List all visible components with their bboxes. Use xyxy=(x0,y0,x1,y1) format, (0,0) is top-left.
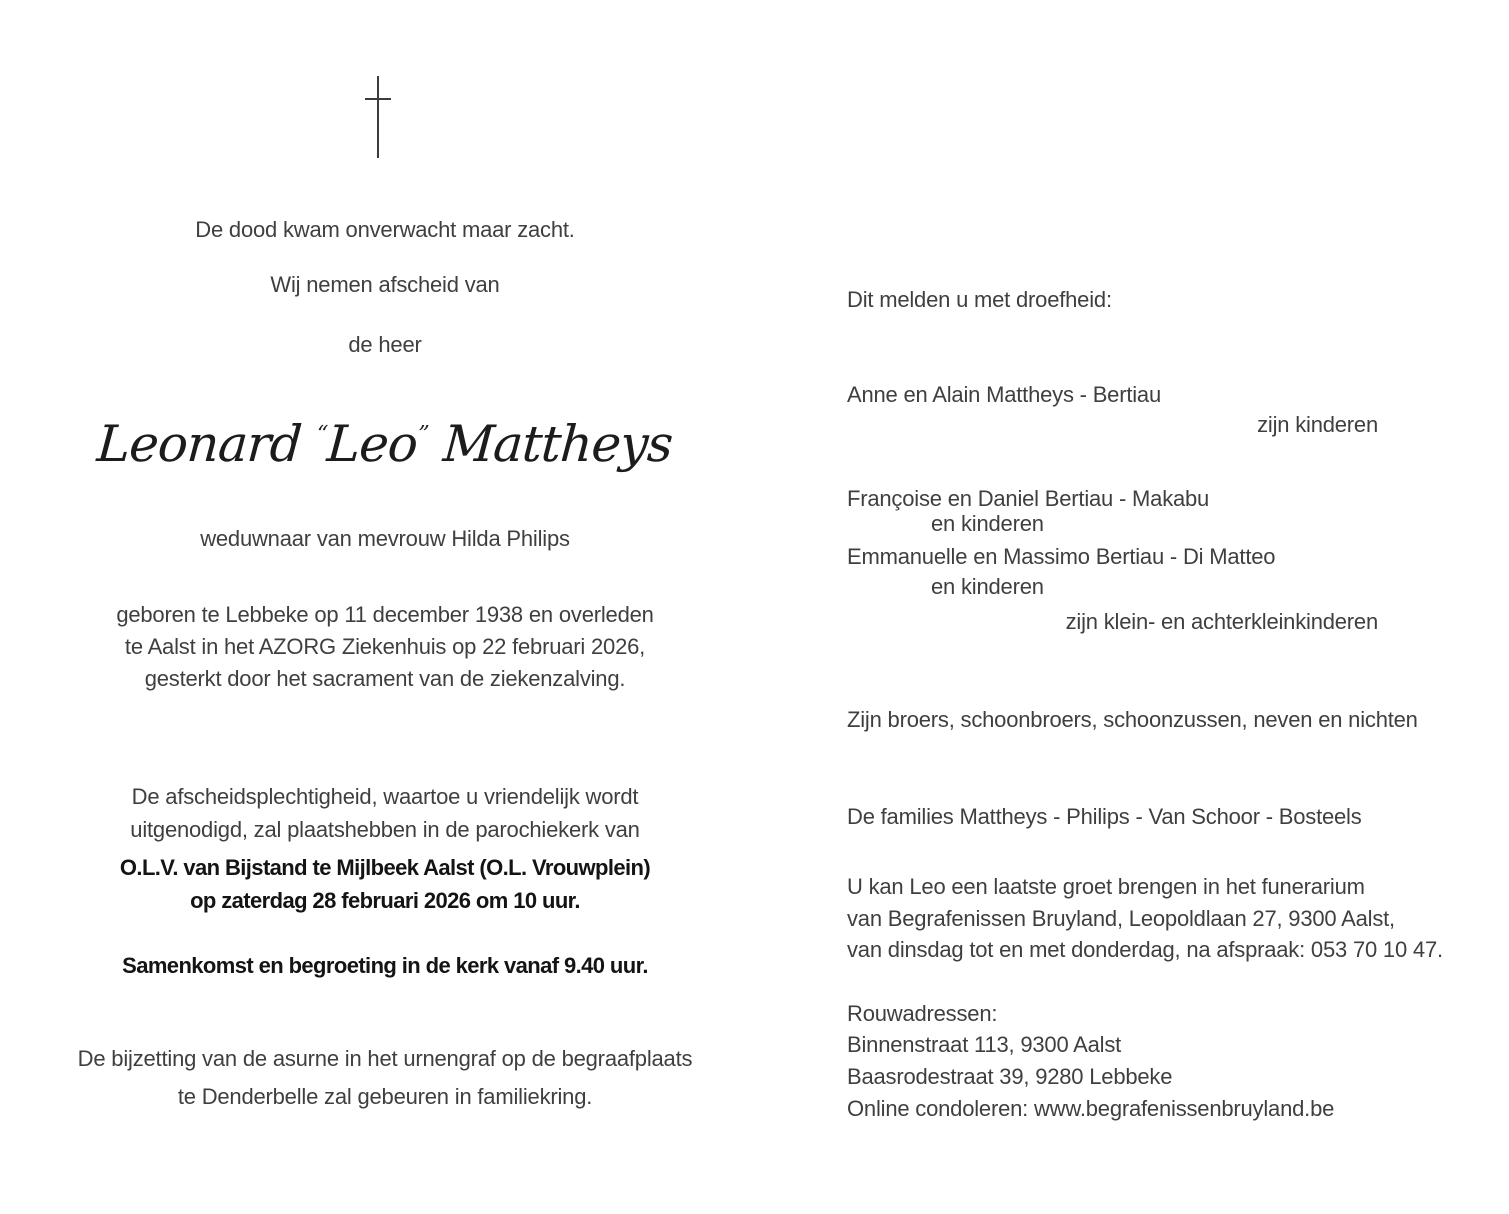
online-condolences-line: Online condoleren: www.begrafenissenbruyland.be xyxy=(847,1096,1335,1121)
open-quote: “ xyxy=(315,422,329,447)
ceremony-datetime: op zaterdag 28 februari 2026 om 10 uur. xyxy=(190,888,580,913)
family-couple-line: Anne en Alain Mattheys - Bertiau xyxy=(847,382,1162,407)
farewell-line: Wij nemen afscheid van xyxy=(270,272,500,297)
close-quote: ” xyxy=(416,422,430,447)
nickname: Leo xyxy=(325,415,420,473)
funerarium-line: van dinsdag tot en met donderdag, na afspraak: 053 70 10 47. xyxy=(847,937,1443,962)
burial-line: te Denderbelle zal gebeuren in familiekring. xyxy=(177,1084,593,1109)
address-line: Baasrodestraat 39, 9280 Lebbeke xyxy=(847,1064,1173,1089)
first-name: Leonard xyxy=(95,415,304,473)
life-line: te Aalst in het AZORG Ziekenhuis op 22 februari 2026, xyxy=(124,634,646,659)
family-couple-line: Emmanuelle en Massimo Bertiau - Di Matteo xyxy=(847,544,1276,569)
opening-line: De dood kwam onverwacht maar zacht. xyxy=(195,217,575,242)
burial-line: De bijzetting van de asurne in het urnengraf op de begraafplaats xyxy=(77,1046,693,1071)
deceased-name xyxy=(58,406,713,473)
ceremony-line: uitgenodigd, zal plaatshebben in de parochiekerk van xyxy=(130,817,640,842)
children-line: en kinderen xyxy=(931,511,1044,536)
children-line: zijn kinderen xyxy=(1257,412,1378,437)
widower-line: weduwnaar van mevrouw Hilda Philips xyxy=(200,526,570,551)
funerarium-line: U kan Leo een laatste groet brengen in het funerarium xyxy=(847,874,1365,899)
salutation-line: de heer xyxy=(348,332,422,357)
ceremony-line: De afscheidsplechtigheid, waartoe u vriendelijk wordt xyxy=(131,784,639,809)
family-couple-line: Françoise en Daniel Bertiau - Makabu xyxy=(847,486,1210,511)
life-line: geboren te Lebbeke op 11 december 1938 en overleden xyxy=(116,602,654,627)
great-grandchildren-line: zijn klein- en achterkleinkinderen xyxy=(1065,609,1378,634)
families-line: De families Mattheys - Philips - Van Schoor - Bosteels xyxy=(847,804,1362,829)
mourning-addresses-title: Rouwadressen: xyxy=(847,1001,998,1026)
gathering-line: Samenkomst en begroeting in de kerk vanaf 9.40 uur. xyxy=(122,953,648,978)
life-line: gesterkt door het sacrament van de ziekenzalving. xyxy=(144,666,626,691)
siblings-line: Zijn broers, schoonbroers, schoonzussen, neven en nichten xyxy=(847,707,1418,732)
address-line: Binnenstraat 113, 9300 Aalst xyxy=(847,1032,1122,1057)
announcement-line: Dit melden u met droefheid: xyxy=(847,287,1112,312)
ceremony-location: O.L.V. van Bijstand te Mijlbeek Aalst (O.L. Vrouwplein) xyxy=(119,855,651,880)
funerarium-line: van Begrafenissen Bruyland, Leopoldlaan 27, 9300 Aalst, xyxy=(847,906,1395,931)
last-name: Mattheys xyxy=(441,415,675,473)
children-line: en kinderen xyxy=(931,574,1044,599)
cross-icon xyxy=(364,74,392,160)
